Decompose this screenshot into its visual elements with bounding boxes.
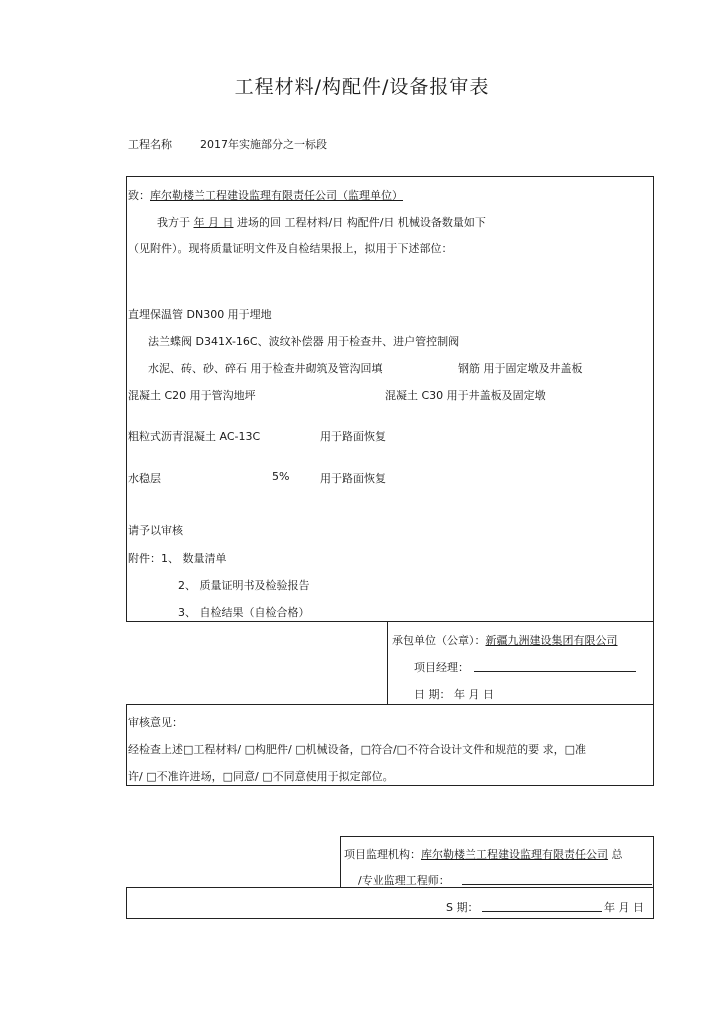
material-item: 混凝土 C20 用于管沟地坪 bbox=[128, 389, 256, 402]
material-item: 混凝土 C30 用于井盖板及固定墩 bbox=[385, 389, 546, 402]
intro-line-2: （见附件）。现将质量证明文件及自检结果报上，拟用于下述部位： bbox=[128, 242, 453, 255]
addressee-name: 库尔勒楼兰工程建设监理有限责任公司（监理单位） bbox=[150, 189, 403, 202]
attachment-item: 2、 质量证明书及检验报告 bbox=[178, 579, 310, 592]
review-line-2: 许/ □不准许进场，□同意/ □不同意使用于拟定部位。 bbox=[128, 770, 394, 783]
supervisor-date-label: S 期： bbox=[446, 901, 479, 914]
supervisor-date-tail: 年 月 日 bbox=[604, 901, 644, 914]
addressee-prefix: 致： bbox=[128, 189, 150, 202]
attachment-item: 3、 自检结果（自检合格） bbox=[178, 606, 310, 619]
review-label: 审核意见： bbox=[128, 716, 183, 729]
material-item: 法兰蝶阀 D341X-16C、波纹补偿器 用于检查井、进户管控制阀 bbox=[148, 335, 460, 348]
supervisor-date-line bbox=[482, 911, 602, 912]
contractor-line bbox=[392, 632, 618, 648]
intro-date: 年 月 日 bbox=[193, 216, 234, 229]
contractor-name: 新疆九洲建设集团有限公司 bbox=[485, 634, 618, 647]
review-line-1: 经检查上述□工程材料/ □构肥件/ □机械设备，□符合/□不符合设计文件和规范的要 求，□准 bbox=[128, 743, 586, 756]
material-item: 5% bbox=[272, 470, 290, 483]
intro-text-a: 我方于 bbox=[157, 216, 190, 229]
attachments-label: 附件：1、 数量清单 bbox=[128, 552, 227, 565]
material-item: 钢筋 用于固定墩及井盖板 bbox=[458, 362, 583, 375]
contractor-label: 承包单位（公章）： bbox=[392, 634, 486, 647]
material-item: 粗粒式沥青混凝土 AC-13C bbox=[128, 430, 261, 443]
engineer-label: /专业监理工程师： bbox=[358, 874, 450, 887]
intro-text-c: 进场的回 工程材料/日 构配件/日 机械设备数量如下 bbox=[237, 216, 486, 229]
engineer-signature-line bbox=[462, 884, 652, 885]
addressee bbox=[128, 187, 403, 203]
project-manager-label: 项目经理： bbox=[414, 661, 469, 674]
material-item: 水稳层 bbox=[128, 472, 161, 485]
project-name-label: 工程名称 bbox=[128, 138, 172, 151]
material-item: 用于路面恢复 bbox=[320, 430, 386, 443]
request-text: 请予以审核 bbox=[128, 524, 183, 537]
supervisor-name: 库尔勒楼兰工程建设监理有限责任公司 bbox=[421, 848, 608, 861]
supervisor-line bbox=[344, 846, 623, 862]
material-item: 直埋保温管 DN300 用于埋地 bbox=[128, 308, 272, 321]
intro-line-1 bbox=[157, 214, 486, 230]
supervisor-label: 项目监理机构： bbox=[344, 848, 421, 861]
material-item: 用于路面恢复 bbox=[320, 472, 386, 485]
supervisor-date-section bbox=[126, 887, 654, 919]
contractor-date: 日 期： 年 月 日 bbox=[414, 688, 494, 701]
material-item: 水泥、砖、砂、碎石 用于检查井砌筑及管沟回填 bbox=[148, 362, 383, 375]
supervisor-suffix: 总 bbox=[611, 848, 623, 861]
form-title: 工程材料/构配件/设备报审表 bbox=[234, 76, 490, 98]
project-manager-signature-line bbox=[474, 671, 636, 672]
project-name-value: 2017年实施部分之一标段 bbox=[200, 138, 327, 151]
